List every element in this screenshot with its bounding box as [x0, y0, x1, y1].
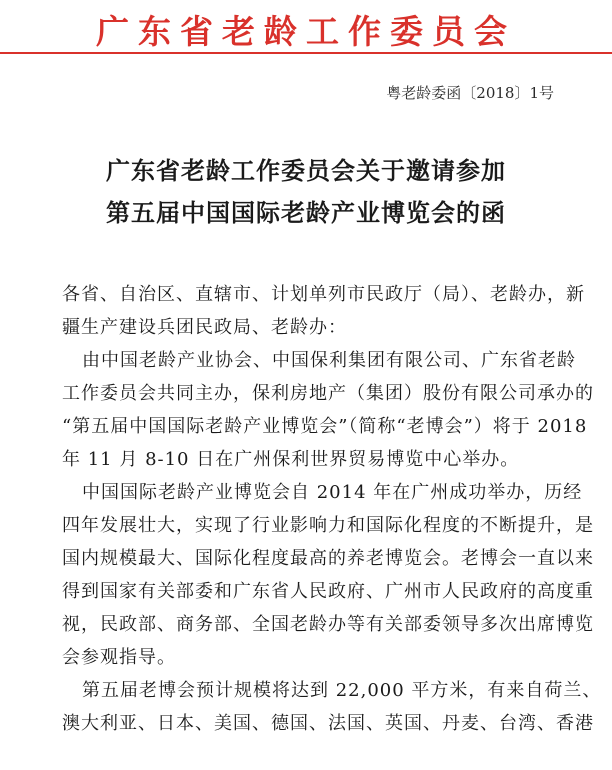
paragraph-3-line: 澳大利亚、日本、美国、德国、法国、英国、丹麦、台湾、香港 [62, 713, 594, 734]
letterhead-org-name: 广东省老龄工作委员会 [96, 12, 516, 51]
paragraph-1-line: 年 11 月 8-10 日在广州保利世界贸易博览中心举办。 [62, 449, 520, 470]
addressee-line: 各省、自治区、直辖市、计划单列市民政厅（局）、老龄办，新 [62, 284, 585, 305]
document-body [62, 278, 602, 740]
letterhead [0, 0, 612, 51]
paragraph-3-line: 第五届老博会预计规模将达到 22,000 平方米，有来自荷兰、 [82, 680, 602, 701]
paragraph-2-line: 视，民政部、商务部、全国老龄办等有关部委领导多次出席博览 [62, 614, 594, 635]
paragraph-1-line: 由中国老龄产业协会、中国保利集团有限公司、广东省老龄 [82, 350, 576, 371]
title-line-2: 第五届中国国际老龄产业博览会的函 [106, 198, 506, 227]
letterhead-red-rule [0, 52, 612, 54]
paragraph-2-line: 中国国际老龄产业博览会自 2014 年在广州成功举办，历经 [82, 482, 583, 503]
title-line-1: 广东省老龄工作委员会关于邀请参加 [106, 156, 506, 185]
paragraph-1-line: 工作委员会共同主办，保利房地产（集团）股份有限公司承办的 [62, 383, 594, 404]
document-title [0, 150, 612, 234]
document-number: 粤老龄委函〔2018〕1号 [386, 84, 554, 102]
paragraph-1-line: “第五届中国国际老龄产业博览会”（简称“老博会”）将于 2018 [62, 416, 588, 437]
paragraph-2-line: 国内规模最大、国际化程度最高的养老博览会。老博会一直以来 [62, 548, 594, 569]
paragraph-2-line: 四年发展壮大，实现了行业影响力和国际化程度的不断提升，是 [62, 515, 594, 536]
paragraph-2-line: 得到国家有关部委和广东省人民政府、广州市人民政府的高度重 [62, 581, 594, 602]
addressee-line: 疆生产建设兵团民政局、老龄办： [62, 317, 347, 338]
paragraph-2-line: 会参观指导。 [62, 647, 176, 668]
